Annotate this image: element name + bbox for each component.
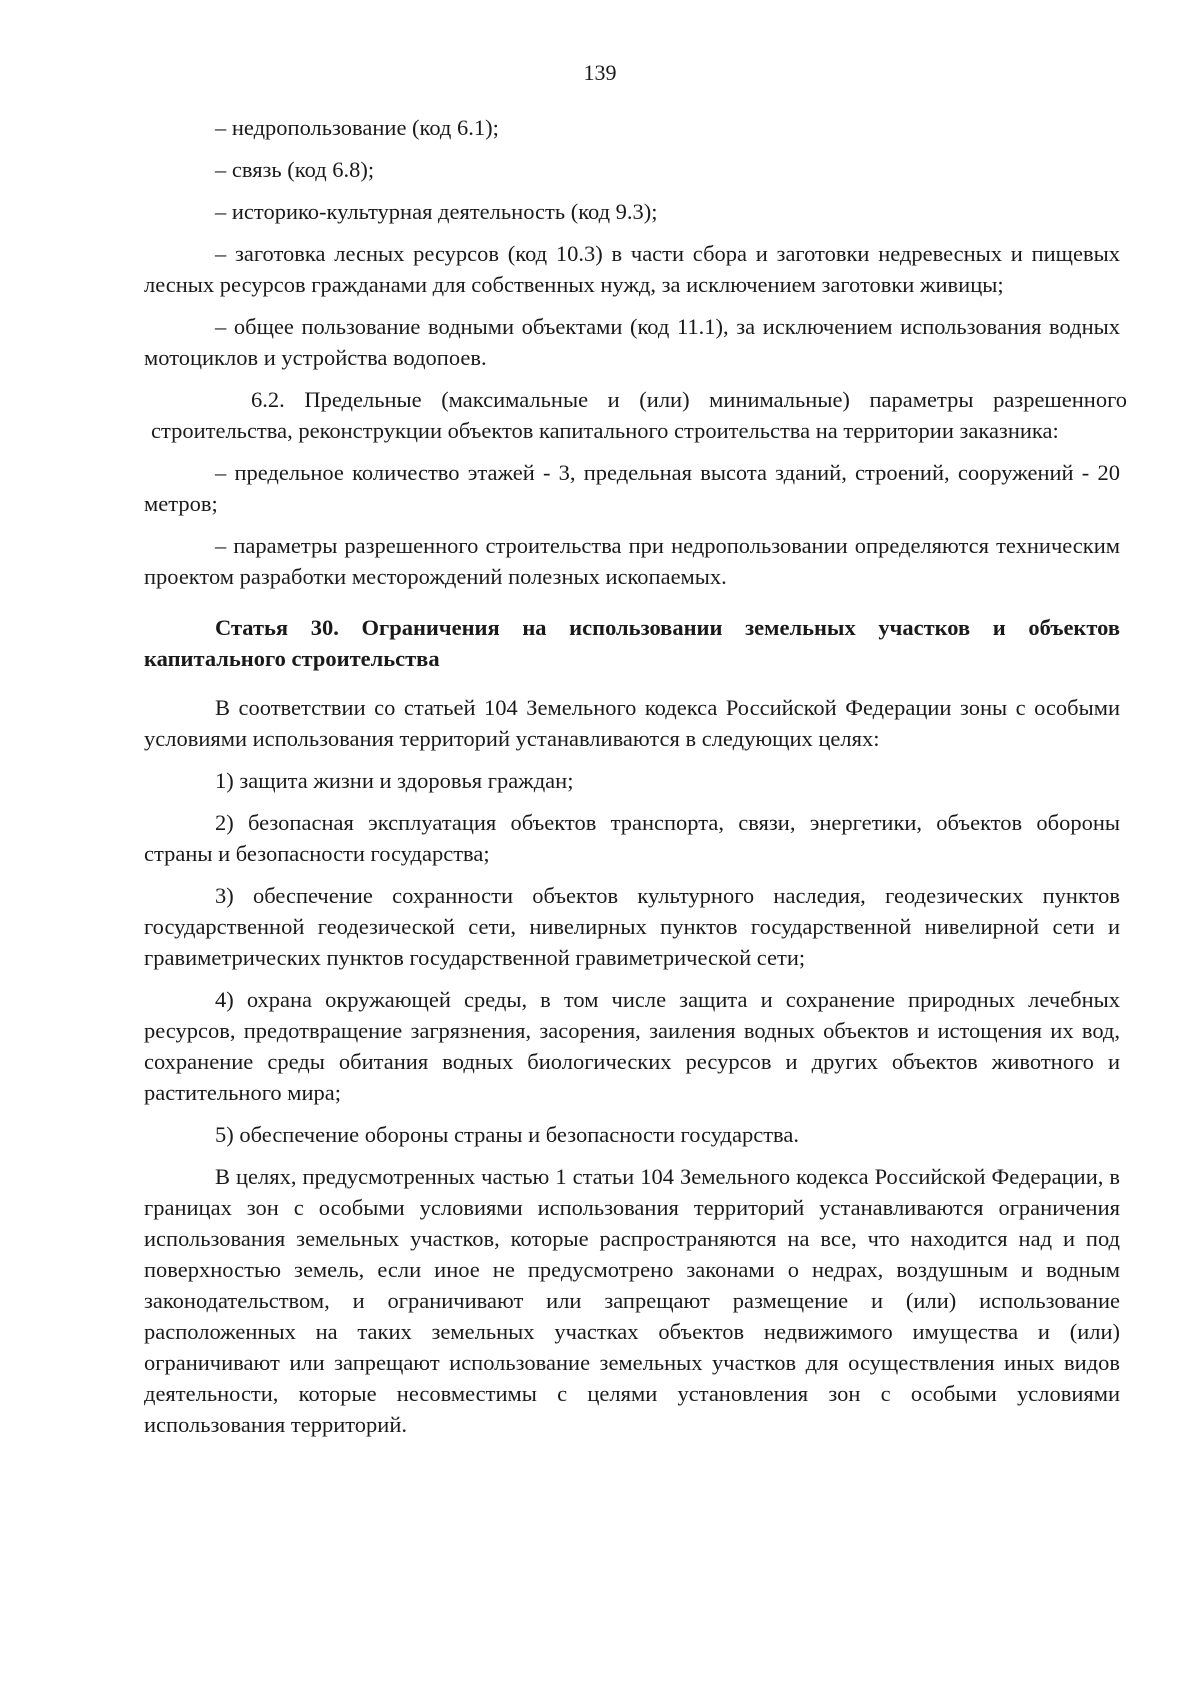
- closing-paragraph: В целях, предусмотренных частью 1 статьи 104 Земельного кодекса Российской Федерации, в границах зон с особыми условиями использования территорий устанавливаются ограничения использования земельных участков, которые распространяются на все, что находится над и под поверхностью земель, если иное не предусмотрено законами о недрах, воздушным и водным законодательством, и ограничивают или запрещают размещение и (или) использование расположенных на таких земельных участках объектов недвижимого имущества и (или) ограничивают или запрещают использование земельных участков для осуществления иных видов деятельности, которые несовместимы с целями установления зон с особыми условиями использования территорий.: [144, 1164, 1120, 1437]
- paragraph-subsoil-use: – недропользование (код 6.1);: [215, 115, 499, 140]
- paragraph-historical-cultural: – историко-культурная деятельность (код 9.3);: [215, 199, 658, 224]
- goal-item: 4) охрана окружающей среды, в том числе защита и сохранение природных лечебных ресурсов, предотвращение загрязнения, засорения, заиления водных объектов и истощения их вод, сохранение среды обитания водных биологических ресурсов и других объектов животного и растительного мира;: [144, 987, 1120, 1105]
- goal-item: 2) безопасная эксплуатация объектов транспорта, связи, энергетики, объектов обороны страны и безопасности государства;: [144, 810, 1120, 866]
- article-30-heading: Статья 30. Ограничения на использовании земельных участков и объектов капитального строительства: [144, 615, 1120, 671]
- paragraph-floors-limit: – предельное количество этажей - 3, предельная высота зданий, строений, сооружений - 20 метров;: [144, 460, 1120, 516]
- document-body: [144, 112, 1127, 1451]
- article-intro: В соответствии со статьей 104 Земельного кодекса Российской Федерации зоны с особыми условиями использования территорий устанавливаются в следующих целях:: [144, 695, 1120, 751]
- paragraph-communication: – связь (код 6.8);: [215, 157, 375, 182]
- page-number: 139: [583, 60, 617, 85]
- section-6-2: 6.2. Предельные (максимальные и (или) минимальные) параметры разрешенного строительства, реконструкции объектов капитального строительства на территории заказника:: [151, 387, 1127, 443]
- paragraph-water-objects: – общее пользование водными объектами (код 11.1), за исключением использования водных мотоциклов и устройства водопоев.: [144, 314, 1120, 370]
- paragraph-subsoil-parameters: – параметры разрешенного строительства при недропользовании определяются техническим проектом разработки месторождений полезных ископаемых.: [144, 533, 1120, 589]
- goal-item: 1) защита жизни и здоровья граждан;: [215, 768, 574, 793]
- paragraph-forest-resources: – заготовка лесных ресурсов (код 10.3) в части сбора и заготовки недревесных и пищевых лесных ресурсов гражданами для собственных нужд, за исключением заготовки живицы;: [144, 241, 1120, 297]
- goal-item: 5) обеспечение обороны страны и безопасности государства.: [215, 1122, 799, 1147]
- goal-item: 3) обеспечение сохранности объектов культурного наследия, геодезических пунктов государственной геодезической сети, нивелирных пунктов государственной нивелирной сети и гравиметрических пунктов государственной гравиметрической сети;: [144, 883, 1120, 970]
